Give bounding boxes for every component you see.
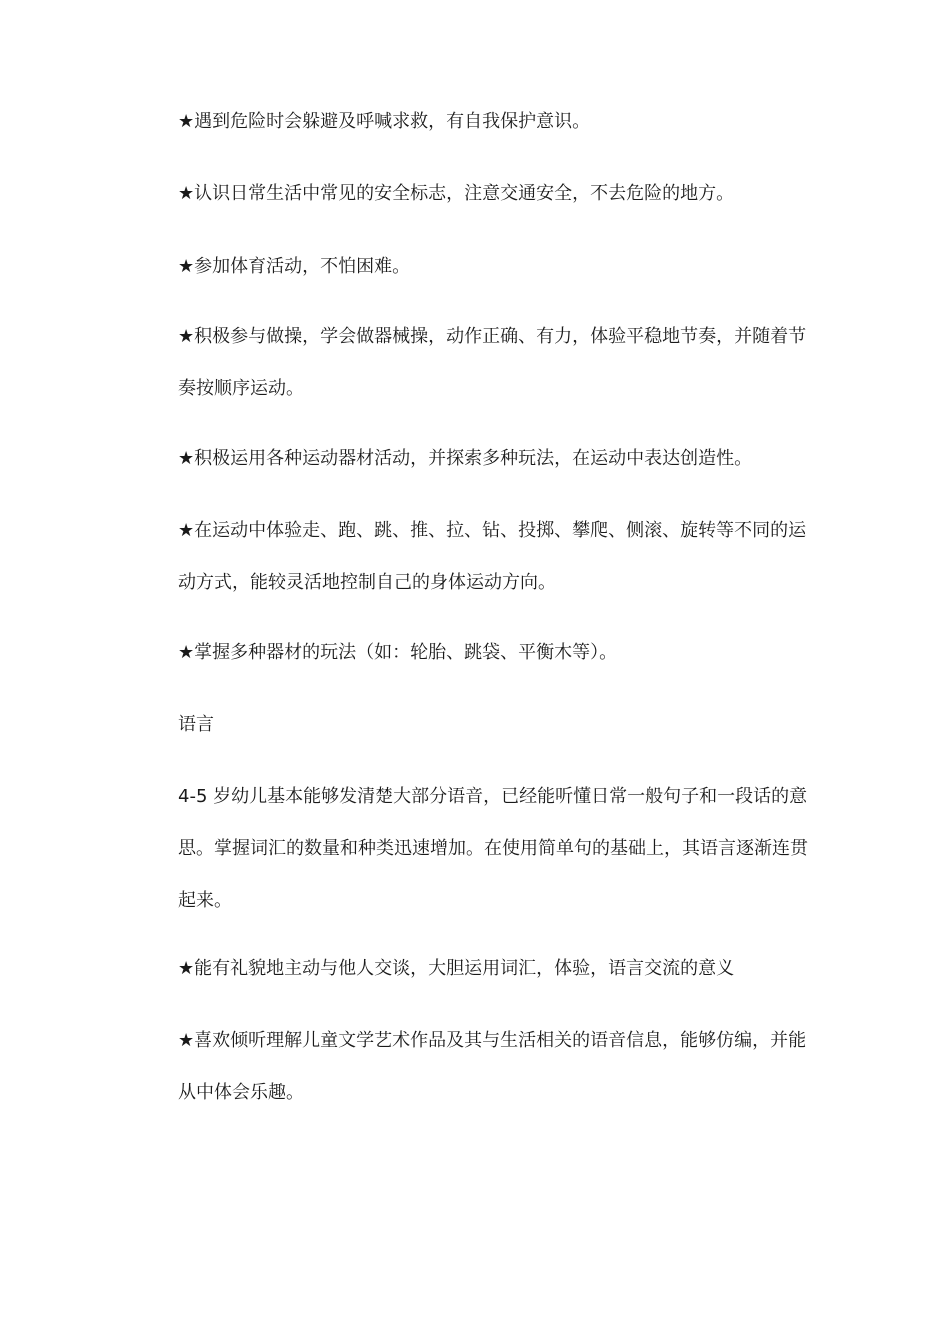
paragraph-equipment-play: ★掌握多种器材的玩法（如：轮胎、跳袋、平衡木等）。 — [178, 642, 618, 663]
paragraph-exercises: ★积极参与做操，学会做器械操，动作正确、有力，体验平稳地节奏，并随着节奏按顺序运动。 — [178, 326, 807, 399]
paragraph-movement-types: ★在运动中体验走、跑、跳、推、拉、钻、投掷、攀爬、侧滚、旋转等不同的运动方式，能较灵活地控制自己的身体运动方向。 — [178, 520, 807, 593]
paragraph-self-protection: ★遇到危险时会躲避及呼喊求救，有自我保护意识。 — [178, 111, 591, 132]
paragraph-literature: ★喜欢倾听理解儿童文学艺术作品及其与生活相关的语音信息，能够仿编，并能从中体会乐趣。 — [178, 1030, 807, 1103]
paragraph-language-overview: 4-5 岁幼儿基本能够发清楚大部分语音，已经能听懂日常一般句子和一段话的意思。掌握词汇的数量和种类迅速增加。在使用简单句的基础上，其语言逐渐连贯起来。 — [178, 786, 808, 911]
section-heading-language: 语言 — [178, 714, 214, 735]
paragraph-safety-signs: ★认识日常生活中常见的安全标志，注意交通安全，不去危险的地方。 — [178, 183, 735, 204]
paragraph-conversation: ★能有礼貌地主动与他人交谈，大胆运用词汇，体验，语言交流的意义 — [178, 958, 735, 979]
paragraph-equipment-activities: ★积极运用各种运动器材活动，并探索多种玩法，在运动中表达创造性。 — [178, 448, 753, 469]
paragraph-sports-activities: ★参加体育活动，不怕困难。 — [178, 256, 411, 277]
